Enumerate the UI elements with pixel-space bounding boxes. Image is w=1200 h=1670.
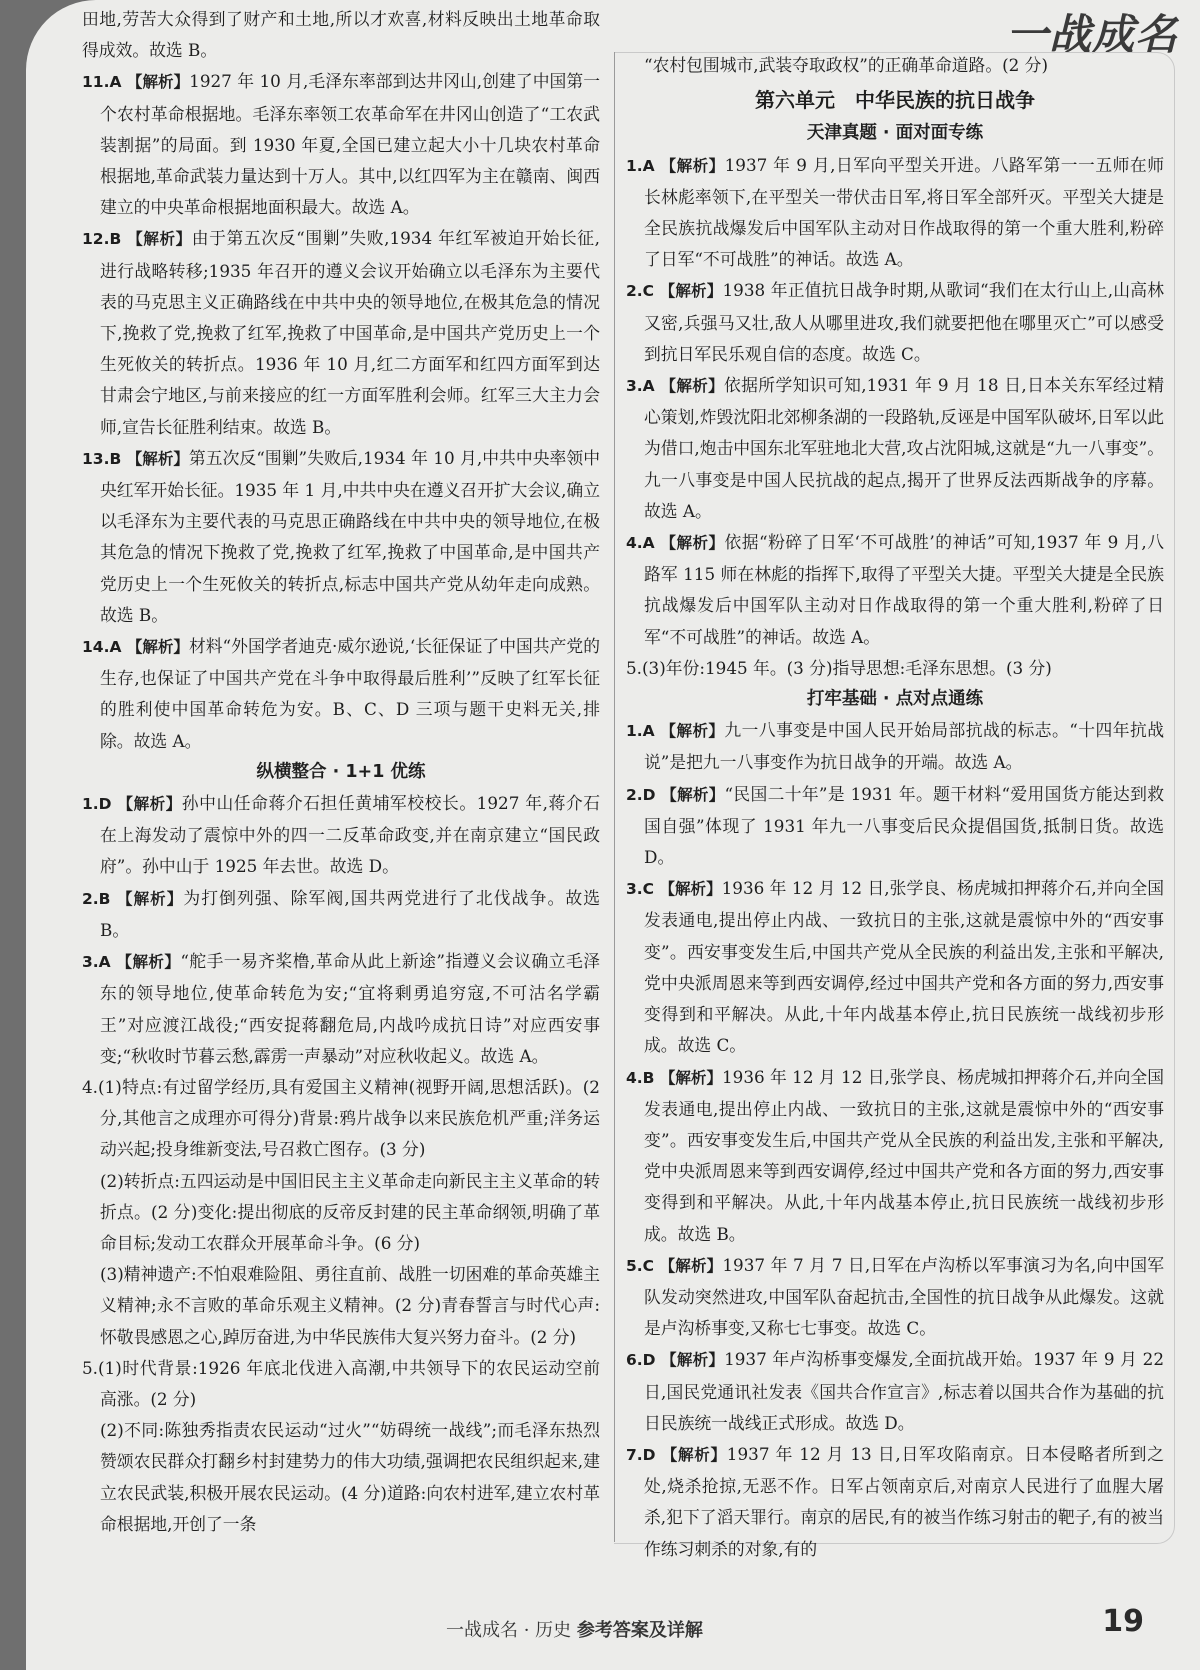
answer-tag: 4.B 【解析】 <box>626 1068 722 1087</box>
answer-tag: 14.A 【解析】 <box>82 638 189 657</box>
answer-text: (2)转折点:五四运动是中国旧民主主义革命走向新民主主义革命的转折点。(2 分)变化:提出彻底的反帝反封建的民主革命纲领,明确了革命目标;发动工农群众开展革命斗争。(6 分) <box>100 1170 600 1253</box>
answer-tag: 5.C 【解析】 <box>626 1256 723 1275</box>
answer-item <box>626 1062 1164 1250</box>
answer-text: 为打倒列强、除军阀,国共两党进行了北伐战争。故选 B。 <box>100 887 600 940</box>
answer-item <box>626 527 1164 653</box>
answer-tag: 2.B 【解析】 <box>82 889 184 908</box>
answer-item <box>82 223 600 442</box>
column-divider <box>614 52 615 1542</box>
answer-text: 5.(1)时代背景:1926 年底北伐进入高潮,中共领导下的农民运动空前高涨。(2 分) <box>82 1357 600 1409</box>
answer-tag: 4.A 【解析】 <box>626 534 725 553</box>
answer-text: 1937 年 9 月,日军向平型关开进。八路军第一一五师在师长林彪率领下,在平型关一带伏击日军,将日军全部歼灭。平型关大捷是全民族抗战爆发后中国军队主动对日作战取得的第一个重大胜利,粉碎了日军“不可战胜”的神话。故选 A。 <box>644 154 1164 270</box>
answer-text: 4.(1)特点:有过留学经历,具有爱国主义精神(视野开阔,思想活跃)。(2 分,其他言之成理亦可得分)背景:鸦片战争以来民族危机严重;洋务运动兴起;投身维新变法,号召救亡图存。(3 分) <box>82 1076 600 1160</box>
answer-tag: 1.A 【解析】 <box>626 722 725 741</box>
answer-tag: 12.B 【解析】 <box>82 230 192 249</box>
answer-text: 1936 年 12 月 12 日,张学良、杨虎城扣押蒋介石,并向全国发表通电,提出停止内战、一致抗日的主张,这就是震惊中外的“西安事变”。西安事变发生后,中国共产党从全民族的利益出发,主张和平解决,党中央派周恩来等到西安调停,经过中国共产党和各方面的努力,西安事变得到和平解决。从此,十年内战基本停止,抗日民族统一战线初步形成。故选 C。 <box>644 878 1164 1056</box>
answer-item <box>82 66 600 223</box>
section-title: 打牢基础 · 点对点通练 <box>806 689 984 710</box>
answer-item <box>626 1250 1164 1345</box>
answer-text: 1937 年卢沟桥事变爆发,全面抗战开始。1937 年 9 月 22 日,国民党通讯社发表《国共合作宣言》,标志着以国共合作为基础的抗日民族统一战线正式形成。故选 D。 <box>644 1349 1165 1433</box>
answer-text: 依据“粉碎了日军‘不可战胜’的神话”可知,1937 年 9 月,八路军 115 师在林彪的指挥下,取得了平型关大捷。平型关大捷是全民族抗战爆发后中国军队主动对日作战取得的第一个重大胜利,粉碎了日军“不可战胜”的神话。故选 A。 <box>644 532 1164 647</box>
answer-item <box>626 715 1164 778</box>
answer-text: 九一八事变是中国人民开始局部抗战的标志。“十四年抗战说”是把九一八事变作为抗日战争的开端。故选 A。 <box>644 720 1164 773</box>
answer-text: 1927 年 10 月,毛泽东率部到达井冈山,创建了中国第一个农村革命根据地。毛泽东率领工农革命军在井冈山创造了“工农武装割据”的局面。到 1930 年夏,全国已建立起大小十几块农村革命根据地,革命武装力量达到十万人。其中,以红四军为主在赣南、闽西建立的中央革命根据地面积最大。故选 A。 <box>100 71 601 218</box>
footer-title <box>446 1616 703 1642</box>
answer-item <box>626 779 1164 874</box>
page-number: 19 <box>1102 1604 1144 1639</box>
answer-item <box>626 1344 1164 1439</box>
answer-item <box>82 883 600 946</box>
page-footer <box>26 1598 1200 1670</box>
answer-item <box>82 788 600 883</box>
answer-text: 1937 年 12 月 13 日,日军攻陷南京。日本侵略者所到之处,烧杀抢掠,无恶不作。日军占领南京后,对南京人民进行了血腥大屠杀,犯下了滔天罪行。南京的居民,有的被当作练习射击的靶子,有的被当作练习刺杀的对象,有的 <box>644 1443 1165 1559</box>
answer-tag: 7.D 【解析】 <box>626 1445 727 1464</box>
answer-tag: 13.B 【解析】 <box>82 449 189 468</box>
answer-text: 5.(3)年份:1945 年。(3 分)指导思想:毛泽东思想。(3 分) <box>626 657 1052 678</box>
answer-item <box>82 631 600 757</box>
answer-text: “民国二十年”是 1931 年。题干材料“爱用国货方能达到救国自强”体现了 1931 年九一八事变后民众提倡国货,抵制日货。故选 D。 <box>644 783 1164 868</box>
footer-section-name: 参考答案及详解 <box>576 1620 703 1641</box>
answer-tag: 6.D 【解析】 <box>626 1351 725 1370</box>
answer-text: 1936 年 12 月 12 日,张学良、杨虎城扣押蒋介石,并向全国发表通电,提出停止内战、一致抗日的主张,这就是震惊中外的“西安事变”。西安事变发生后,中国共产党从全民族的利益出发,主张和平解决,党中央派周恩来等到西安调停,经过中国共产党和各方面的努力,西安事变得到和平解决。从此,十年内战基本停止,抗日民族统一战线初步形成。故选 B。 <box>644 1066 1164 1244</box>
answer-tag: 2.D 【解析】 <box>626 785 725 804</box>
answer-tag: 11.A 【解析】 <box>82 73 190 92</box>
answer-item <box>82 443 600 631</box>
left-column <box>82 4 600 1540</box>
answer-item <box>82 1072 600 1166</box>
answer-item <box>626 873 1164 1061</box>
answer-item <box>82 1415 600 1540</box>
answer-tag: 1.A 【解析】 <box>626 156 725 175</box>
answer-text: 孙中山任命蒋介石担任黄埔军校校长。1927 年,蒋介石在上海发动了震惊中外的四一二反革命政变,并在南京建立“国民政府”。孙中山于 1925 年去世。故选 D。 <box>100 793 600 877</box>
answer-item <box>626 653 1164 684</box>
section-title: 纵横整合 · 1+1 优练 <box>256 761 426 782</box>
book-page <box>26 0 1200 1670</box>
answer-text: (3)精神遗产:不怕艰难险阻、勇往直前、战胜一切困难的革命英雄主义精神;永不言败的革命乐观主义精神。(2 分)青春誓言与时代心声:怀敬畏感恩之心,踔厉奋进,为中华民族伟大复兴努力奋斗。(2 分) <box>100 1264 600 1347</box>
answer-item <box>82 4 600 66</box>
brand-logo: 一战成名 <box>1005 10 1178 59</box>
right-column <box>626 50 1164 1565</box>
answer-text: 1937 年 7 月 7 日,日军在卢沟桥以军事演习为名,向中国军队发动突然进攻,中国军队奋起抗击,全国性的抗日战争从此爆发。这就是卢沟桥事变,又称七七事变。故选 C。 <box>644 1254 1164 1339</box>
footer-book-name: 一战成名 · 历史 <box>446 1620 572 1641</box>
answer-item <box>626 150 1164 276</box>
answer-item <box>82 1166 600 1260</box>
answer-tag: 3.A 【解析】 <box>626 377 724 396</box>
answer-text: “农村包围城市,武装夺取政权”的正确革命道路。(2 分) <box>644 55 1049 75</box>
answer-item <box>82 1259 600 1353</box>
answer-tag: 1.D 【解析】 <box>82 795 182 814</box>
answer-item <box>626 275 1164 370</box>
answer-text: 第五次反“围剿”失败后,1934 年 10 月,中共中央率领中央红军开始长征。1935 年 1 月,中共中央在遵义召开扩大会议,确立以毛泽东为主要代表的马克思正确路线在中共中央的领导地位,在极其危急的情况下挽救了党,挽救了红军,挽救了中国革命,是中国共产党历史上一个生死攸关的转折点,标志中国共产党从幼年走向成熟。故选 B。 <box>100 447 600 625</box>
answer-text: 由于第五次反“围剿”失败,1934 年红军被迫开始长征,进行战略转移;1935 年召开的遵义会议开始确立以毛泽东为主要代表的马克思主义正确路线在中共中央的领导地位,在极其危急的情况下,挽救了党,挽救了红军,挽救了中国革命,是中国共产党历史上一个生死攸关的转折点。1936 年 10 月,红二方面军和红四方面军到达甘肃会宁地区,与前来接应的红一方面军胜利会师。红军三大主力会师,宣告长征胜利结束。故选 B。 <box>100 228 600 437</box>
section-title: 天津真题 · 面对面专练 <box>806 123 984 144</box>
answer-tag: 3.A 【解析】 <box>82 953 181 972</box>
answer-text: (2)不同:陈独秀指责农民运动“过火”“妨碍统一战线”;而毛泽东热烈赞颂农民群众打翻乡村封建势力的伟大功绩,强调把农民组织起来,建立农民武装,积极开展农民运动。(4 分)道路:向农村进军,建立农村革命根据地,开创了一条 <box>100 1420 600 1534</box>
answer-item <box>82 1353 600 1415</box>
answer-text: 依据所学知识可知,1931 年 9 月 18 日,日本关东军经过精心策划,炸毁沈阳北郊柳条湖的一段路轨,反诬是中国军队破坏,日军以此为借口,炮击中国东北军驻地北大营,攻占沈阳城,这就是“九一八事变”。九一八事变是中国人民抗战的起点,揭开了世界反法西斯战争的序幕。故选 A。 <box>644 375 1164 521</box>
answer-item <box>626 370 1164 527</box>
answer-item <box>626 50 1164 81</box>
answer-item <box>626 1439 1164 1565</box>
answer-item <box>82 946 600 1072</box>
answer-text: “舵手一易齐桨橹,革命从此上新途”指遵义会议确立毛泽东的领导地位,使革命转危为安;“宜将剩勇追穷寇,不可沽名学霸王”对应渡江战役;“西安捉蒋翻危局,内战吟成抗日诗”对应西安事变;“秋收时节暮云愁,霹雳一声暴动”对应秋收起义。故选 A。 <box>100 951 600 1066</box>
unit-title: 第六单元 中华民族的抗日战争 <box>755 88 1035 113</box>
answer-text: 材料“外国学者迪克·威尔逊说,‘长征保证了中国共产党的生存,也保证了中国共产党在斗争中取得最后胜利’”反映了红军长征的胜利使中国革命转危为安。B、C、D 三项与题干史料无关,排除。故选 A。 <box>100 636 600 751</box>
answer-tag: 2.C 【解析】 <box>626 282 723 301</box>
answer-text: 田地,劳苦大众得到了财产和土地,所以才欢喜,材料反映出土地革命取得成效。故选 B。 <box>82 9 600 61</box>
answer-text: 1938 年正值抗日战争时期,从歌词“我们在太行山上,山高林又密,兵强马又壮,敌人从哪里进攻,我们就要把他在哪里灭亡”可以感受到抗日军民乐观自信的态度。故选 C。 <box>644 280 1164 364</box>
answer-tag: 3.C 【解析】 <box>626 880 722 899</box>
